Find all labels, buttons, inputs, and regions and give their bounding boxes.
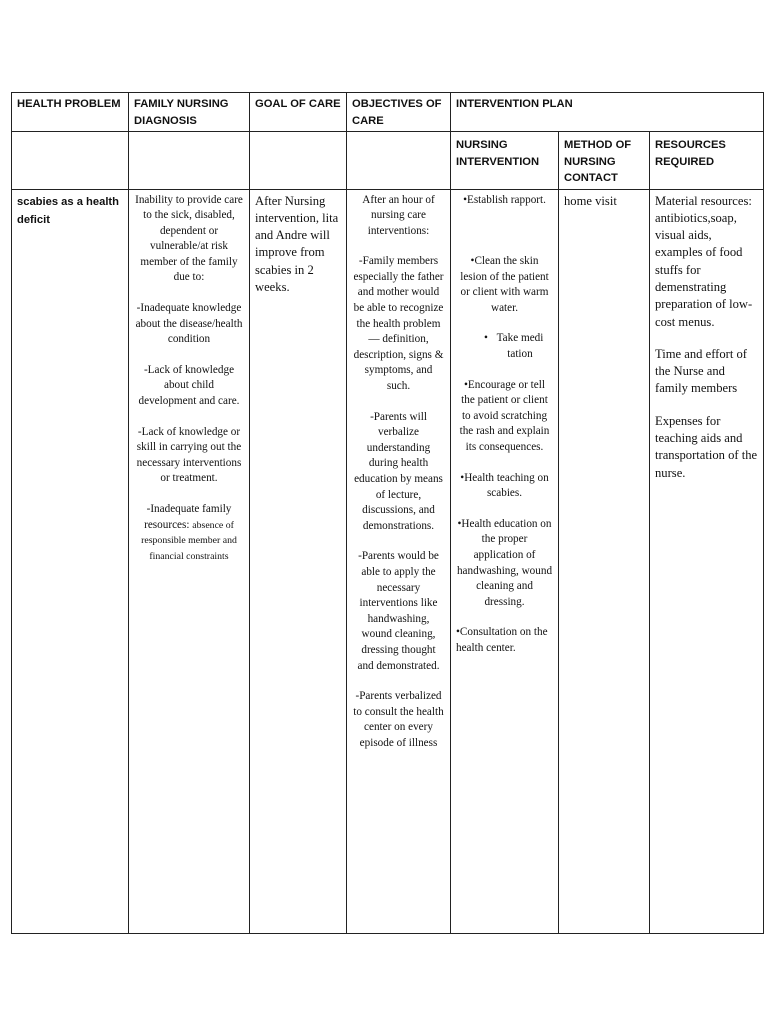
diagnosis-resources-label: -Inadequate family resources:	[144, 503, 232, 531]
empty-cell	[12, 132, 129, 190]
header-row	[12, 93, 764, 132]
header-health-problem: HEALTH PROBLEM	[12, 93, 129, 132]
header-nursing-intervention: NURSING INTERVENTION	[451, 132, 559, 190]
empty-cell	[347, 132, 451, 190]
intervention-text: •Encourage or tell the patient or client to avoid scratching the rash and explain its consequences.	[459, 378, 550, 454]
health-problem-cell: scabies as a health deficit	[12, 189, 129, 933]
objectives-cell	[347, 189, 451, 933]
bullet-dot: •	[484, 332, 488, 345]
care-plan-table	[11, 92, 764, 934]
empty-cell	[250, 132, 347, 190]
intervention-text: •Consultation on the health center.	[456, 626, 548, 654]
resource-text: Expenses for teaching aids and transportation of the nurse.	[655, 413, 758, 480]
diagnosis-text: -Lack of knowledge or skill in carrying out the necessary interventions or treatment.	[136, 425, 242, 485]
diagnosis-text: -Inadequate knowledge about the disease/health condition	[135, 302, 243, 346]
diagnosis-text	[134, 502, 244, 564]
header-objectives-of-care: OBJECTIVES OF CARE	[347, 93, 451, 132]
resources-cell	[650, 189, 764, 933]
intervention-text: •Health teaching on scabies.	[460, 471, 549, 500]
intervention-bullet-item	[456, 331, 553, 362]
resource-text: Time and effort of the Nurse and family members	[655, 346, 747, 396]
diagnosis-resources-detail: absence of responsible member and financial constraints	[141, 519, 237, 562]
method-cell: home visit	[559, 189, 650, 933]
nursing-intervention-cell	[451, 189, 559, 933]
objective-text: -Parents verbalized to consult the health center on every episode of illness	[353, 690, 444, 749]
subheader-row	[12, 132, 764, 190]
empty-cell	[129, 132, 250, 190]
diagnosis-text: Inability to provide care to the sick, disabled, dependent or vulnerable/at risk member of the family due to:	[135, 193, 243, 284]
intervention-text: •Health education on the proper application of handwashing, wound cleaning and dressing.	[456, 517, 553, 608]
objective-text: After an hour of nursing care interventions:	[362, 193, 435, 237]
diagnosis-text: -Lack of knowledge about child development and care.	[138, 363, 240, 408]
header-family-nursing-diagnosis: FAMILY NURSING DIAGNOSIS	[129, 93, 250, 132]
resource-text: Material resources: antibiotics,soap, visual aids, examples of food stuffs for demenstrating preparation of low-cost menus.	[655, 193, 753, 329]
objective-text: -Parents would be able to apply the necessary interventions like handwashing, wound cleaning, dressing thought and demonstrated.	[357, 550, 440, 672]
goal-cell: After Nursing intervention, lita and Andre will improve from scabies in 2 weeks.	[250, 189, 347, 933]
header-resources-required: RESOURCES REQUIRED	[650, 132, 764, 190]
table-row	[12, 189, 764, 933]
header-method-of-nursing-contact: METHOD OF NURSING CONTACT	[559, 132, 650, 190]
intervention-text: •Clean the skin lesion of the patient or client with warm water.	[460, 255, 549, 314]
diagnosis-cell	[129, 189, 250, 933]
intervention-text: Take meditation	[496, 332, 544, 361]
objective-text: -Parents will verbalize understanding during health education by means of lecture, discussions, and demonstrations.	[354, 410, 443, 532]
objective-text: -Family members especially the father and mother would be able to recognize the health problem — definition, description, signs & symptoms, and such.	[353, 255, 444, 393]
header-goal-of-care: GOAL OF CARE	[250, 93, 347, 132]
intervention-text: •Establish rapport.	[463, 193, 546, 206]
header-intervention-plan: INTERVENTION PLAN	[451, 93, 764, 132]
